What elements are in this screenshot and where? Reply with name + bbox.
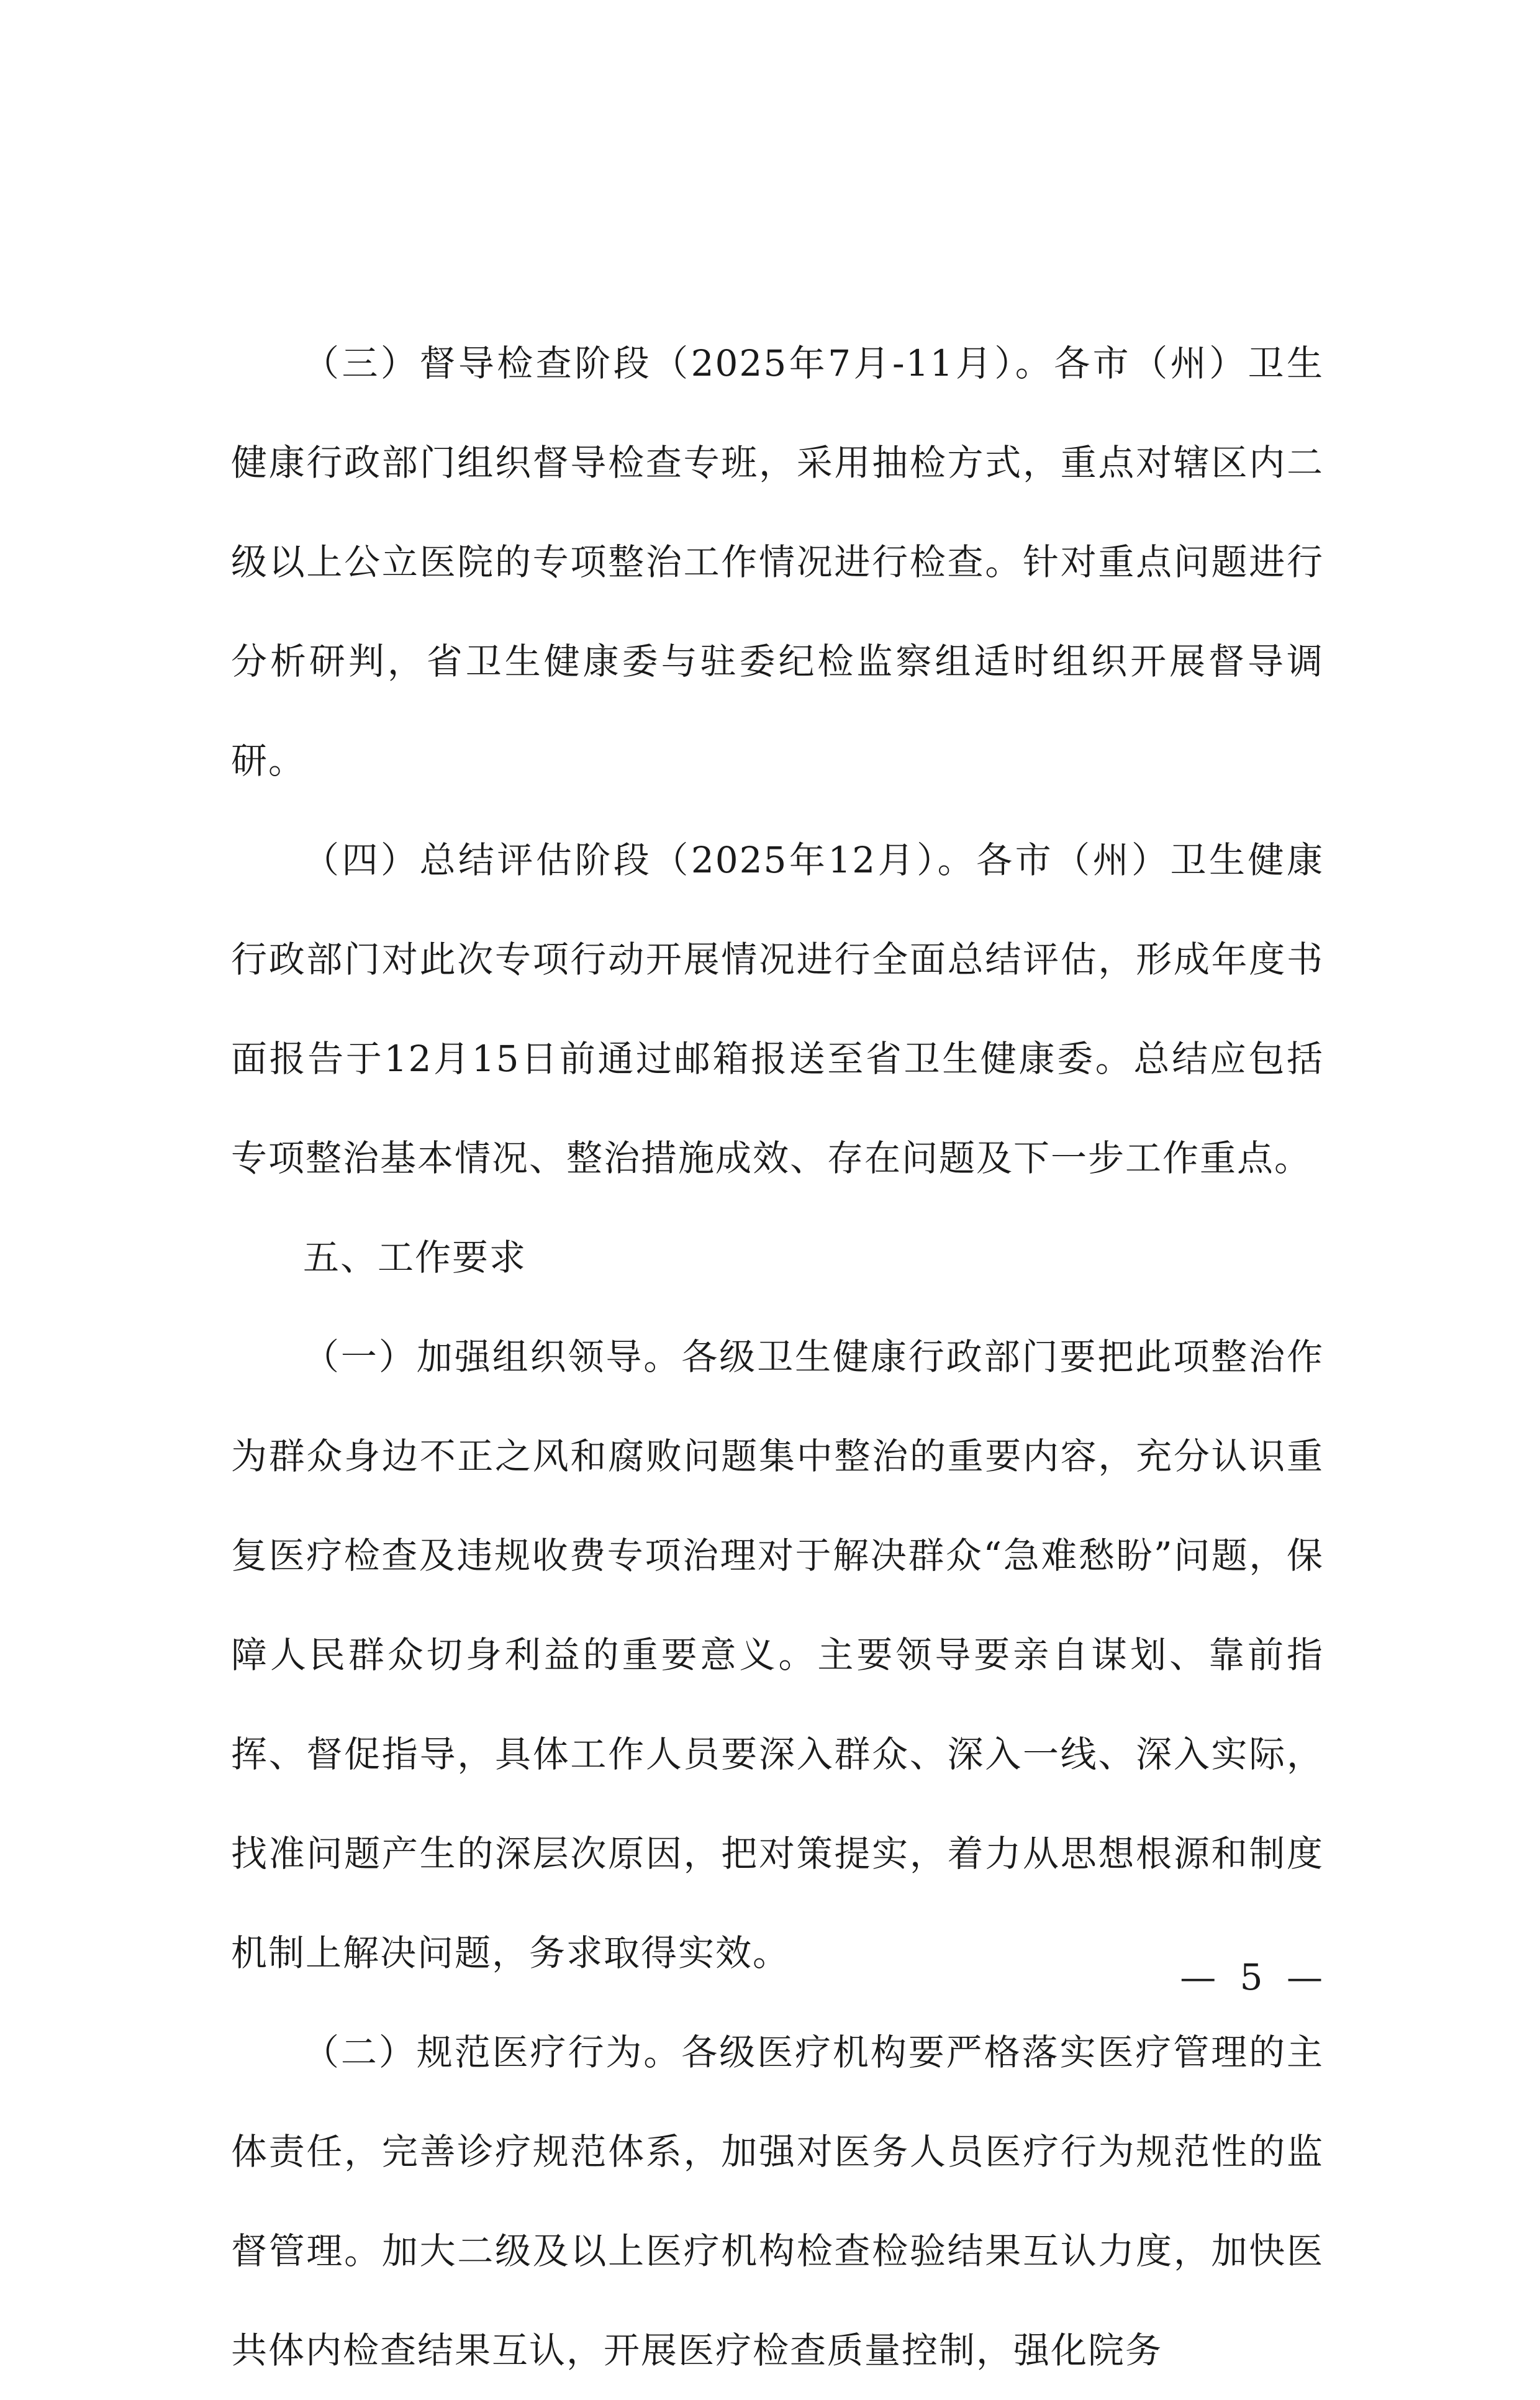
paragraph-standardize-medical-behavior: （二）规范医疗行为。各级医疗机构要严格落实医疗管理的主体责任，完善诊疗规范体系，加强对医务人员医疗行为规范性的监督管理。加大二级及以上医疗机构检查检验结果互认力度，加快医共体内检查结果互认，开展医疗检查质量控制，强化院务 — [231, 2031, 1324, 2371]
paragraph-supervision-stage: （三）督导检查阶段（2025年7月-11月）。各市（州）卫生健康行政部门组织督导检查专班，采用抽检方式，重点对辖区内二级以上公立医院的专项整治工作情况进行检查。针对重点问题进行分析研判，省卫生健康委与驻委纪检监察组适时组织开展督导调研。 — [231, 342, 1324, 782]
document-body — [231, 314, 1324, 2400]
page-number: — 5 — — [1180, 1956, 1329, 1998]
section-heading: 五、工作要求 — [303, 1236, 527, 1279]
paragraph-organization-leadership: （一）加强组织领导。各级卫生健康行政部门要把此项整治作为群众身边不正之风和腐败问题集中整治的重要内容，充分认识重复医疗检查及违规收费专项治理对于解决群众“急难愁盼”问题，保障人民群众切身利益的重要意义。主要领导要亲自谋划、靠前指挥、督促指导，具体工作人员要深入群众、深入一线、深入实际，找准问题产生的深层次原因，把对策提实，着力从思想根源和制度机制上解决问题，务求取得实效。 — [231, 1336, 1324, 1974]
paragraph-summary-stage: （四）总结评估阶段（2025年12月）。各市（州）卫生健康行政部门对此次专项行动开展情况进行全面总结评估，形成年度书面报告于12月15日前通过邮箱报送至省卫生健康委。总结应包括专项整治基本情况、整治措施成效、存在问题及下一步工作重点。 — [231, 839, 1324, 1179]
